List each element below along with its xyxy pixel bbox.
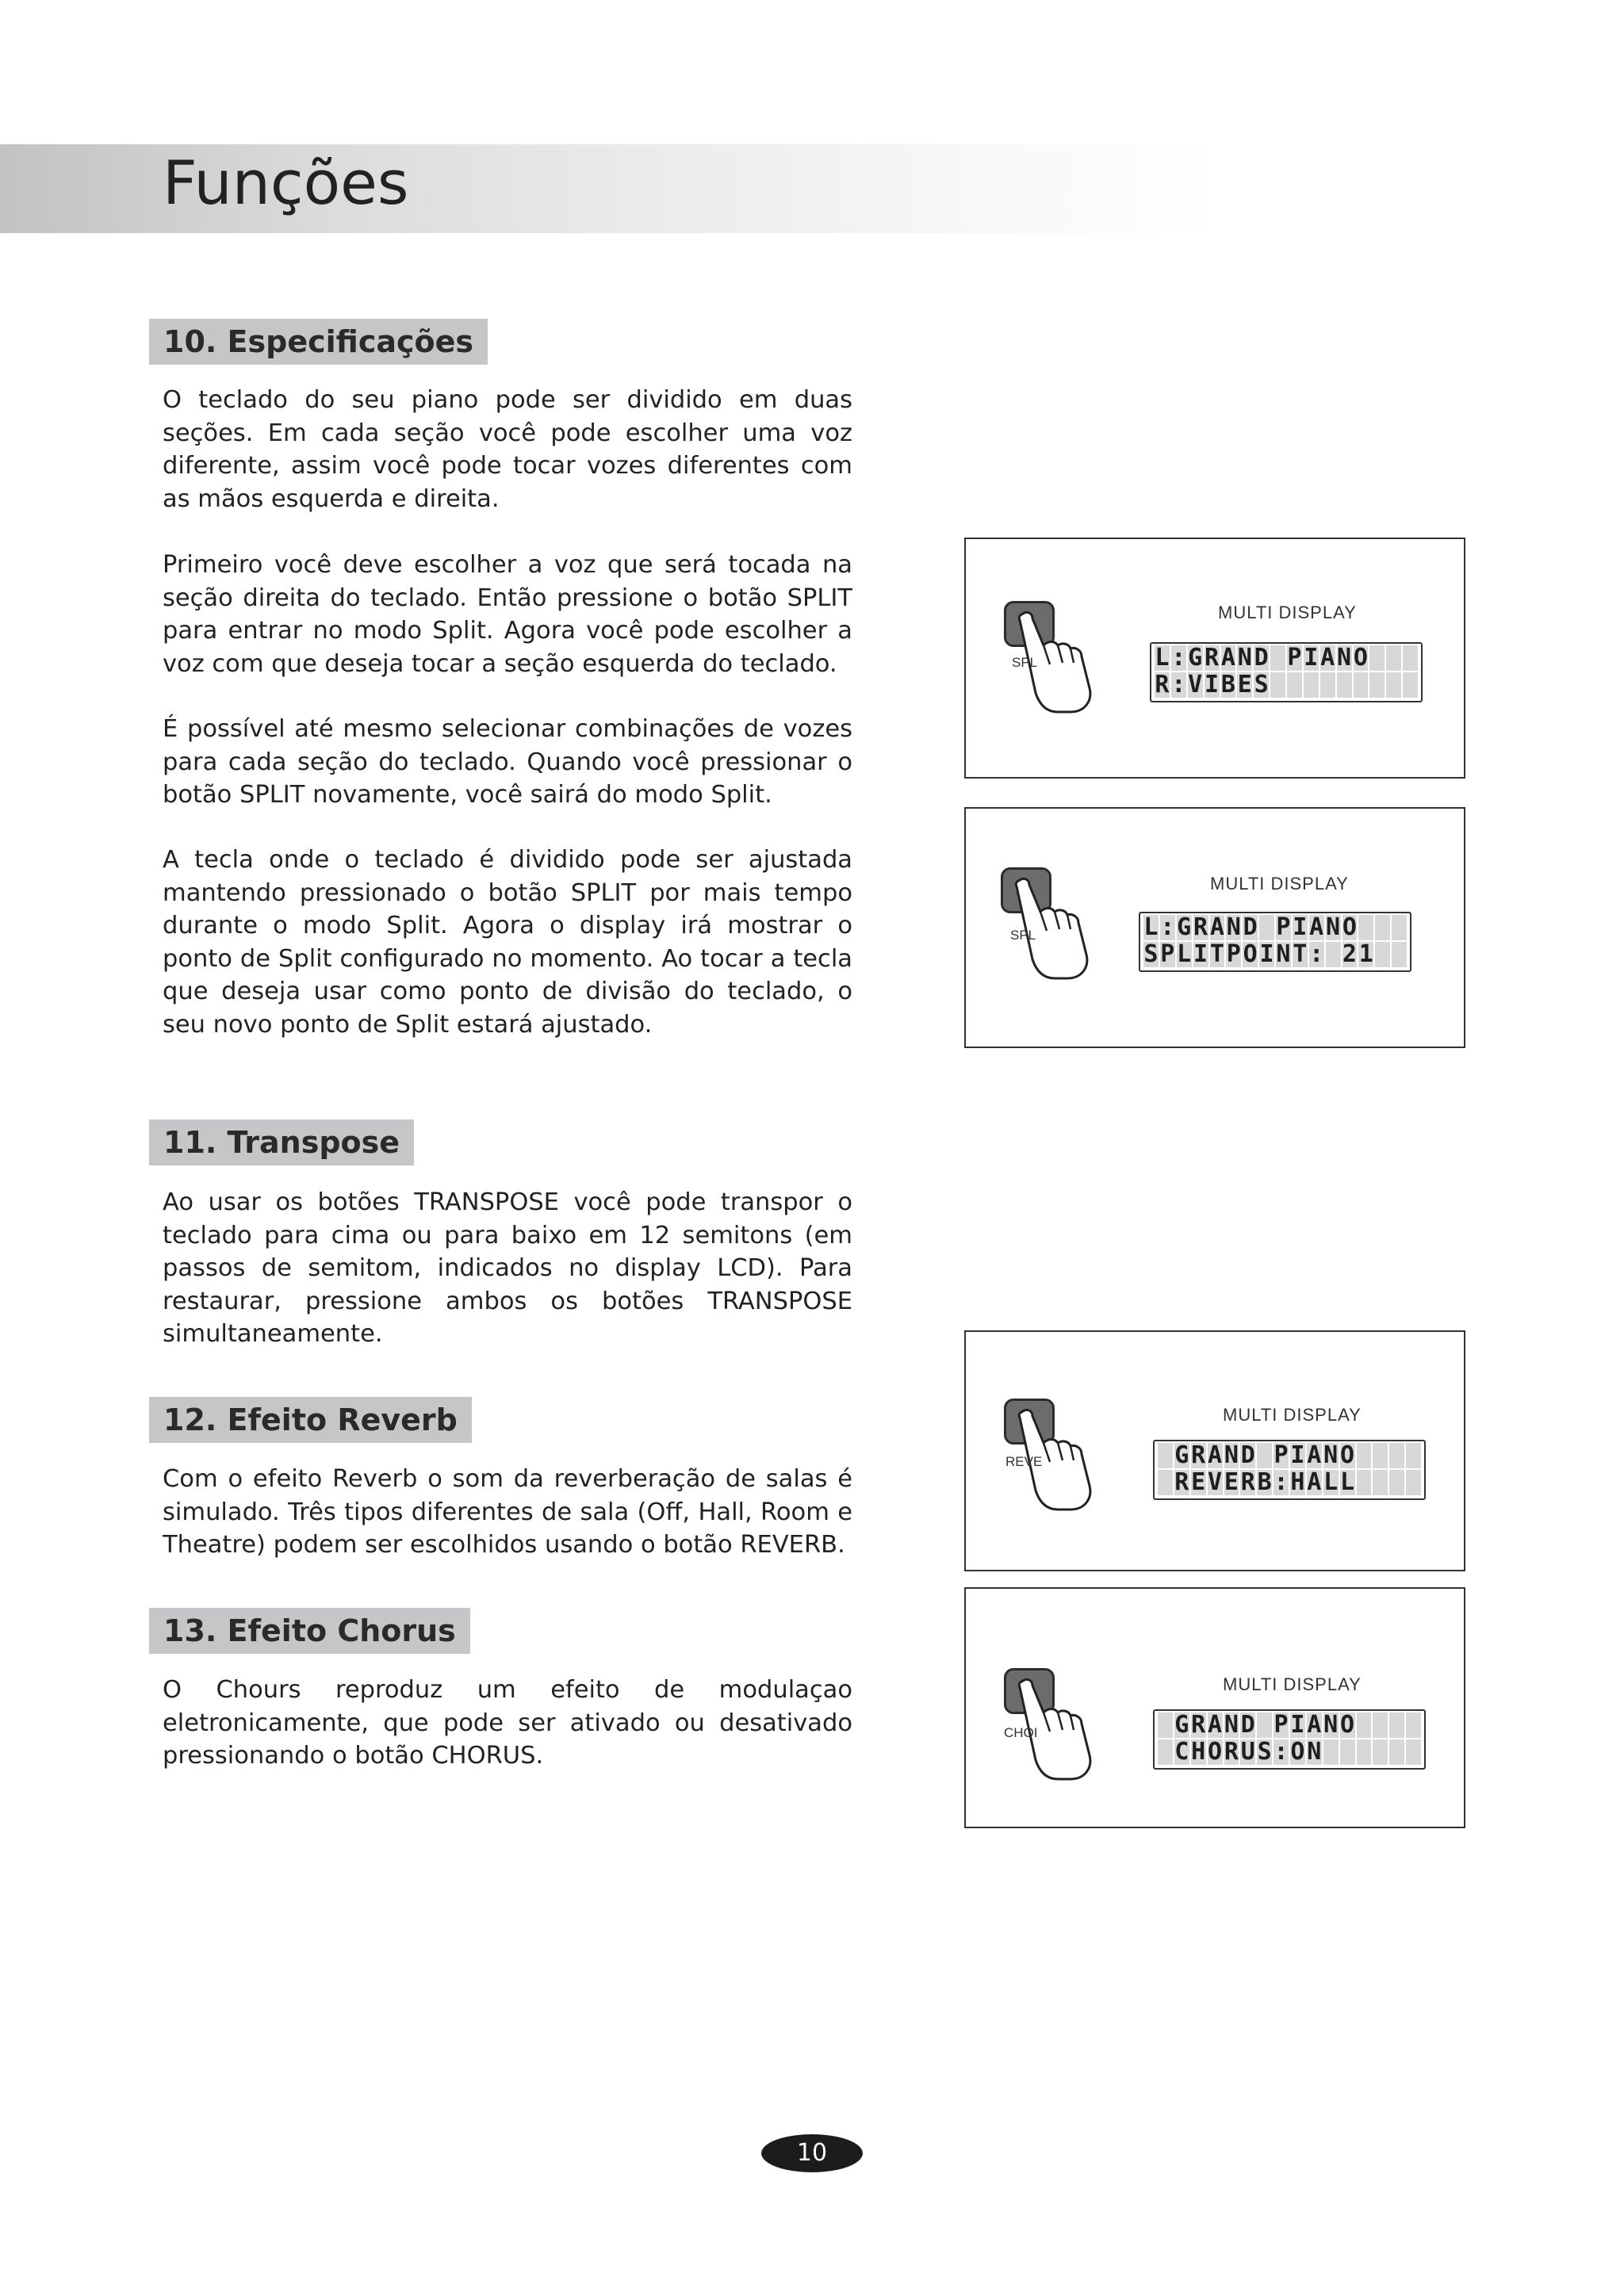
split-display-panel <box>964 538 1465 779</box>
lcd-cell: R <box>1191 1712 1206 1738</box>
paragraph: É possível até mesmo selecionar combinações de vozes para cada seção do teclado. Quando você pressionar o botão SPLIT novamente, você sairá do modo Split. <box>163 715 852 809</box>
lcd-cell: E <box>1237 672 1252 698</box>
lcd-cell: P <box>1274 1443 1289 1468</box>
lcd-cell: D <box>1240 1443 1255 1468</box>
lcd-cell: O <box>1340 1443 1355 1468</box>
lcd-cell: E <box>1224 1470 1239 1495</box>
lcd-cell: R <box>1224 1739 1239 1765</box>
lcd-row <box>1158 1443 1421 1468</box>
lcd-cell: T <box>1293 942 1308 967</box>
lcd-cell: G <box>1188 645 1203 671</box>
lcd-cell <box>1369 672 1385 698</box>
lcd-cell: O <box>1208 1739 1223 1765</box>
lcd-cell: T <box>1209 942 1224 967</box>
lcd-cell: G <box>1174 1712 1189 1738</box>
lcd-cell: : <box>1274 1739 1289 1765</box>
lcd-cell: N <box>1337 645 1352 671</box>
lcd-cell <box>1357 1712 1372 1738</box>
reverb-display-panel <box>964 1330 1465 1571</box>
multi-display-label: MULTI DISPLAY <box>1223 1674 1362 1694</box>
lcd-cell: G <box>1174 1443 1189 1468</box>
lcd-row <box>1158 1739 1421 1765</box>
lcd-cell: : <box>1274 1470 1289 1495</box>
lcd-cell: O <box>1340 1712 1355 1738</box>
lcd-cell: I <box>1290 1443 1305 1468</box>
lcd-cell: B <box>1257 1470 1272 1495</box>
paragraph: Com o efeito Reverb o som da reverberação de salas é simulado. Três tipos diferentes de sala (Off, Hall, Room e Theatre) podem ser escolhidos usando o botão REVERB. <box>163 1465 852 1559</box>
lcd-cell: L <box>1143 915 1159 940</box>
lcd-cell: : <box>1309 942 1324 967</box>
lcd-cell: O <box>1243 942 1258 967</box>
lcd-row <box>1143 942 1407 967</box>
lcd-cell: 2 <box>1342 942 1357 967</box>
lcd-cell: I <box>1293 915 1308 940</box>
lcd-cell: N <box>1276 942 1291 967</box>
lcd-cell <box>1158 1470 1173 1495</box>
lcd-cell <box>1373 1712 1388 1738</box>
lcd-cell <box>1158 1443 1173 1468</box>
lcd-cell: H <box>1191 1739 1206 1765</box>
lcd-cell: L <box>1340 1470 1355 1495</box>
lcd-cell <box>1403 672 1418 698</box>
section-heading-especificacoes: 10. Especificações <box>149 319 488 365</box>
lcd-cell: L <box>1323 1470 1339 1495</box>
lcd-cell: P <box>1287 645 1302 671</box>
lcd-cell: V <box>1208 1470 1223 1495</box>
lcd-cell: N <box>1224 1712 1239 1738</box>
lcd-cell: A <box>1208 1712 1223 1738</box>
lcd-display <box>1153 1709 1426 1770</box>
lcd-cell <box>1406 1443 1421 1468</box>
lcd-cell <box>1406 1739 1421 1765</box>
lcd-cell: A <box>1307 1443 1322 1468</box>
lcd-cell: A <box>1320 645 1335 671</box>
lcd-cell: B <box>1220 672 1235 698</box>
paragraph: Ao usar os botões TRANSPOSE você pode transpor o teclado para cima ou para baixo em 12 semitons (em passos de semitom, indicados no display LCD). Para restaurar, pressione ambos os botões TRANSPOSE simultaneamente. <box>163 1188 852 1349</box>
page-title: Funções <box>163 147 409 218</box>
lcd-cell: O <box>1353 645 1368 671</box>
lcd-cell <box>1340 1739 1355 1765</box>
lcd-cell <box>1389 1443 1404 1468</box>
lcd-cell <box>1403 645 1418 671</box>
lcd-cell: L <box>1155 645 1170 671</box>
lcd-cell: A <box>1208 1443 1223 1468</box>
lcd-cell: N <box>1323 1712 1339 1738</box>
lcd-cell: : <box>1160 915 1175 940</box>
lcd-cell: I <box>1205 672 1220 698</box>
button-label: REVE <box>1005 1454 1043 1469</box>
lcd-cell <box>1373 1739 1388 1765</box>
paragraph: Primeiro você deve escolher a voz que será tocada na seção direita do teclado. Então pressione o botão SPLIT para entrar no modo Split. Agora você pode escolher a voz com que deseja tocar a seção esquerda do teclado. <box>163 551 852 678</box>
lcd-cell <box>1323 1739 1339 1765</box>
lcd-cell: S <box>1254 672 1269 698</box>
lcd-cell <box>1375 915 1390 940</box>
lcd-cell: H <box>1290 1470 1305 1495</box>
button-label: CHOI <box>1004 1725 1038 1740</box>
lcd-cell <box>1158 1712 1173 1738</box>
lcd-cell: A <box>1307 1470 1322 1495</box>
lcd-cell: V <box>1188 672 1203 698</box>
lcd-cell: E <box>1191 1470 1206 1495</box>
lcd-cell <box>1389 1739 1404 1765</box>
lcd-cell <box>1369 645 1385 671</box>
multi-display-label: MULTI DISPLAY <box>1223 1405 1362 1425</box>
lcd-cell: S <box>1143 942 1159 967</box>
lcd-cell: A <box>1309 915 1324 940</box>
lcd-cell: O <box>1290 1739 1305 1765</box>
lcd-cell: C <box>1174 1739 1189 1765</box>
lcd-cell <box>1373 1470 1388 1495</box>
lcd-cell: P <box>1274 1712 1289 1738</box>
lcd-cell: R <box>1205 645 1220 671</box>
lcd-cell: R <box>1240 1470 1255 1495</box>
lcd-cell <box>1392 942 1407 967</box>
lcd-cell <box>1386 672 1401 698</box>
lcd-cell <box>1406 1712 1421 1738</box>
section-heading-chorus: 13. Efeito Chorus <box>149 1608 470 1654</box>
lcd-cell <box>1257 1443 1272 1468</box>
lcd-cell: I <box>1259 942 1274 967</box>
splitpoint-display-panel <box>964 807 1465 1048</box>
lcd-cell: D <box>1240 1712 1255 1738</box>
lcd-row <box>1155 645 1418 671</box>
lcd-cell: 1 <box>1358 942 1373 967</box>
lcd-cell: R <box>1191 1443 1206 1468</box>
lcd-cell: P <box>1226 942 1241 967</box>
section-heading-transpose: 11. Transpose <box>149 1119 414 1165</box>
lcd-cell <box>1158 1739 1173 1765</box>
lcd-cell <box>1375 942 1390 967</box>
lcd-cell <box>1287 672 1302 698</box>
lcd-cell: U <box>1240 1739 1255 1765</box>
multi-display-label: MULTI DISPLAY <box>1218 603 1357 622</box>
button-label: SPL <box>1012 655 1038 670</box>
lcd-cell <box>1357 1443 1372 1468</box>
lcd-cell <box>1389 1712 1404 1738</box>
lcd-cell <box>1320 672 1335 698</box>
lcd-cell: : <box>1171 645 1186 671</box>
lcd-cell <box>1392 915 1407 940</box>
section-heading-reverb: 12. Efeito Reverb <box>149 1397 472 1443</box>
lcd-cell: N <box>1323 1443 1339 1468</box>
lcd-display <box>1153 1440 1426 1500</box>
lcd-cell <box>1270 645 1285 671</box>
lcd-row <box>1143 915 1407 940</box>
lcd-cell <box>1389 1470 1404 1495</box>
lcd-cell <box>1259 915 1274 940</box>
paragraph: O Chours reproduz um efeito de modulaçao eletronicamente, que pode ser ativado ou desativado pressionando o botão CHORUS. <box>163 1676 852 1770</box>
lcd-row <box>1158 1712 1421 1738</box>
lcd-cell: G <box>1177 915 1192 940</box>
lcd-cell: R <box>1193 915 1208 940</box>
lcd-cell: O <box>1342 915 1357 940</box>
lcd-cell <box>1358 915 1373 940</box>
lcd-cell: I <box>1290 1712 1305 1738</box>
lcd-cell: L <box>1177 942 1192 967</box>
lcd-cell <box>1326 942 1341 967</box>
chorus-display-panel <box>964 1587 1465 1828</box>
lcd-cell <box>1357 1739 1372 1765</box>
button-label: SPL <box>1010 928 1036 943</box>
lcd-cell: N <box>1226 915 1241 940</box>
lcd-cell: I <box>1304 645 1319 671</box>
lcd-row <box>1155 672 1418 698</box>
lcd-cell: N <box>1237 645 1252 671</box>
lcd-row <box>1158 1470 1421 1495</box>
paragraph: A tecla onde o teclado é dividido pode ser ajustada mantendo pressionado o botão SPLIT por mais tempo durante o modo Split. Agora o display irá mostrar o ponto de Split configurado no momento. Ao tocar a tecla que deseja usar como ponto de divisão do teclado, o seu novo ponto de Split estará ajustado. <box>163 846 852 1039</box>
paragraph: O teclado do seu piano pode ser dividido em duas seções. Em cada seção você pode escolher uma voz diferente, assim você pode tocar vozes diferentes com as mãos esquerda e direita. <box>163 386 852 513</box>
lcd-cell: P <box>1160 942 1175 967</box>
lcd-cell <box>1386 645 1401 671</box>
lcd-cell <box>1406 1470 1421 1495</box>
lcd-display <box>1139 912 1411 972</box>
lcd-cell: R <box>1174 1470 1189 1495</box>
lcd-cell: P <box>1276 915 1291 940</box>
lcd-cell <box>1257 1712 1272 1738</box>
lcd-cell: N <box>1307 1739 1322 1765</box>
lcd-cell: R <box>1155 672 1170 698</box>
lcd-cell: : <box>1171 672 1186 698</box>
lcd-cell <box>1304 672 1319 698</box>
lcd-cell: A <box>1307 1712 1322 1738</box>
lcd-cell <box>1357 1470 1372 1495</box>
lcd-cell: A <box>1220 645 1235 671</box>
lcd-cell: S <box>1257 1739 1272 1765</box>
lcd-cell <box>1337 672 1352 698</box>
page-number: 10 <box>761 2134 863 2172</box>
lcd-cell: I <box>1193 942 1208 967</box>
multi-display-label: MULTI DISPLAY <box>1210 874 1349 894</box>
lcd-display <box>1150 642 1423 702</box>
lcd-cell <box>1270 672 1285 698</box>
lcd-cell: D <box>1243 915 1258 940</box>
lcd-cell <box>1354 672 1369 698</box>
lcd-cell: N <box>1224 1443 1239 1468</box>
lcd-cell <box>1373 1443 1388 1468</box>
lcd-cell: N <box>1326 915 1341 940</box>
lcd-cell: D <box>1254 645 1269 671</box>
lcd-cell: A <box>1209 915 1224 940</box>
